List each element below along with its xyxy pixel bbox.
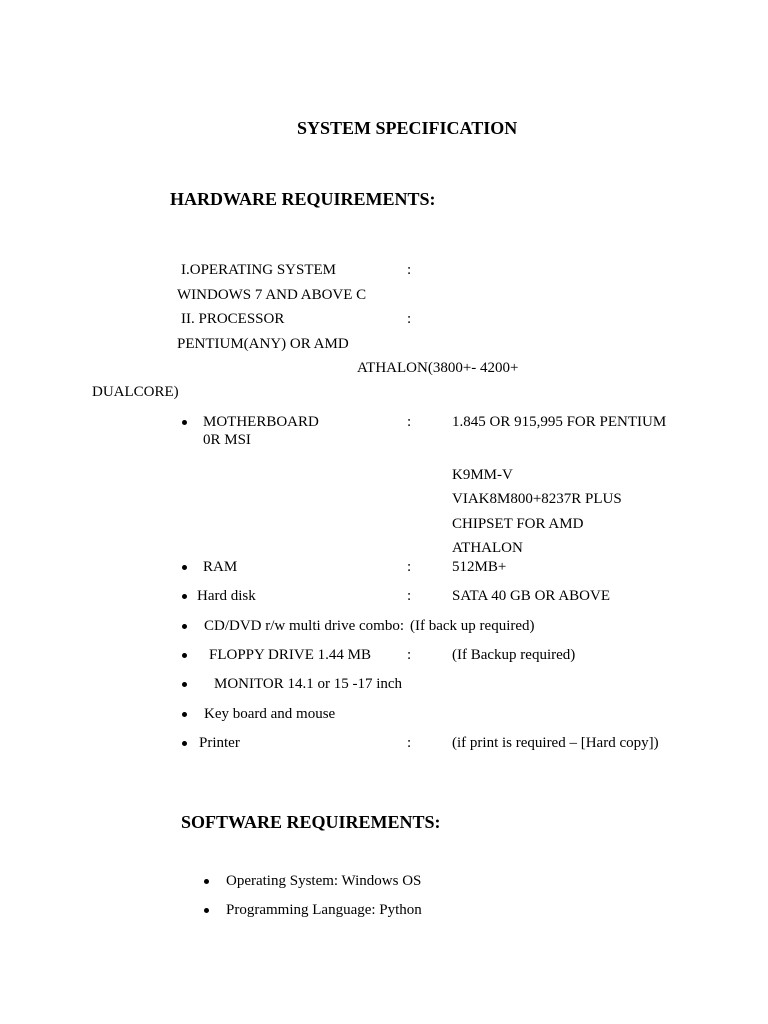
bullet-icon	[182, 682, 187, 687]
processor-value-line-2: ATHALON(3800+- 4200+	[357, 360, 519, 376]
os-colon: :	[407, 262, 412, 278]
monitor-label: MONITOR 14.1 or 15 -17 inch	[214, 676, 403, 692]
bullet-icon	[204, 908, 209, 913]
motherboard-value-line-4: CHIPSET FOR AMD	[452, 516, 584, 532]
cddvd-label: CD/DVD r/w multi drive combo:	[204, 618, 404, 634]
motherboard-value-line-2: K9MM-V	[452, 467, 513, 483]
bullet-icon	[182, 594, 187, 599]
bullet-icon	[182, 420, 187, 425]
bullet-icon	[182, 741, 187, 746]
bullet-icon	[182, 712, 187, 717]
floppy-label: FLOPPY DRIVE 1.44 MB	[209, 647, 371, 663]
motherboard-label: MOTHERBOARD	[203, 414, 319, 430]
floppy-colon: :	[407, 647, 412, 663]
motherboard-value-line-3: VIAK8M800+8237R PLUS	[452, 491, 622, 507]
software-item-language: Programming Language: Python	[226, 902, 422, 918]
processor-value-line-1: PENTIUM(ANY) OR AMD	[177, 336, 349, 352]
bullet-icon	[182, 653, 187, 658]
keyboard-label: Key board and mouse	[204, 706, 336, 722]
processor-label: II. PROCESSOR	[181, 311, 285, 327]
motherboard-value-line-1: 1.845 OR 915,995 FOR PENTIUM	[452, 414, 667, 430]
bullet-icon	[204, 879, 209, 884]
software-item-os: Operating System: Windows OS	[226, 873, 422, 889]
printer-label: Printer	[199, 735, 240, 751]
ram-label: RAM	[203, 559, 238, 575]
processor-colon: :	[407, 311, 412, 327]
software-heading: SOFTWARE REQUIREMENTS:	[181, 812, 441, 832]
harddisk-value: SATA 40 GB OR ABOVE	[452, 588, 610, 604]
floppy-value: (If Backup required)	[452, 647, 576, 663]
os-value: WINDOWS 7 AND ABOVE C	[177, 287, 367, 303]
hardware-heading: HARDWARE REQUIREMENTS:	[170, 189, 436, 209]
harddisk-label: Hard disk	[197, 588, 256, 604]
printer-value: (if print is required – [Hard copy])	[452, 735, 659, 751]
harddisk-colon: :	[407, 588, 412, 604]
motherboard-label-line-2: 0R MSI	[203, 432, 251, 448]
ram-value: 512MB+	[452, 559, 507, 575]
motherboard-colon: :	[407, 414, 412, 430]
ram-colon: :	[407, 559, 412, 575]
printer-colon: :	[407, 735, 412, 751]
motherboard-value-line-5: ATHALON	[452, 540, 523, 556]
bullet-icon	[182, 565, 187, 570]
page-title: SYSTEM SPECIFICATION	[297, 118, 518, 138]
bullet-icon	[182, 624, 187, 629]
cddvd-value: (If back up required)	[410, 618, 535, 634]
processor-value-line-3: DUALCORE)	[92, 384, 179, 400]
os-label: I.OPERATING SYSTEM	[181, 262, 337, 278]
